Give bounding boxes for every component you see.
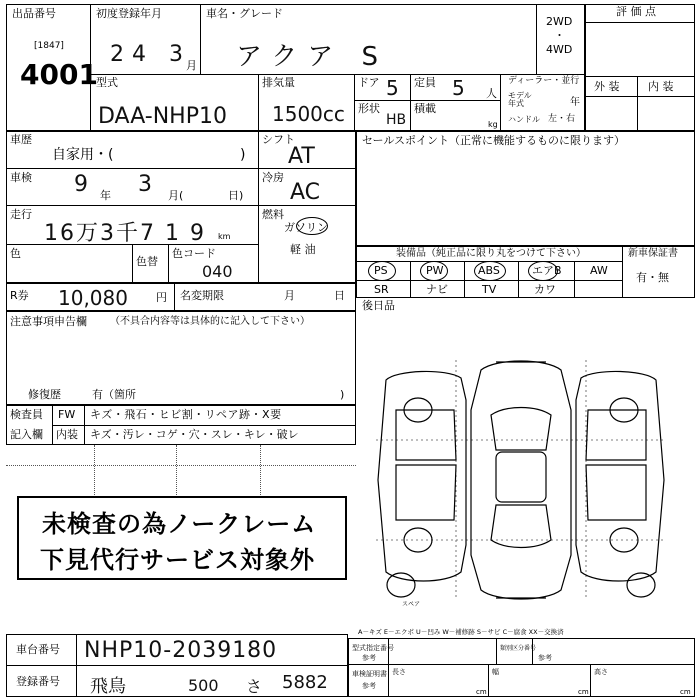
selling-label: セールスポイント（正常に機能するものに限ります） — [362, 134, 626, 147]
inspector-label1: 検査員 — [10, 408, 43, 421]
top-vsep-2 — [200, 4, 201, 74]
model-year-label1: モデル — [508, 91, 532, 100]
load-unit: kg — [488, 120, 498, 129]
shape-value: HB — [386, 112, 407, 128]
notice-line1: 未検査の為ノークレーム — [42, 510, 317, 538]
mileage-unit: km — [218, 232, 231, 241]
equip-aw: AW — [590, 264, 608, 277]
warranty-value: 有・無 — [636, 271, 669, 284]
model-label: 型式 — [96, 76, 118, 89]
chassis-value: NHP10-2039180 — [84, 638, 278, 663]
dims-label2: 参考 — [362, 682, 376, 690]
color-vsep-2 — [168, 244, 169, 283]
equip-col-2 — [464, 261, 465, 298]
cert-label2: 参考 — [362, 654, 376, 662]
notes-label: 注意事項申告欄 — [10, 315, 87, 328]
int-text: キズ・汚レ・コゲ・穴・スレ・キレ・破レ — [90, 428, 299, 441]
selling-block — [356, 131, 695, 246]
equip-col-1 — [410, 261, 411, 298]
model-value: DAA-NHP10 — [98, 104, 227, 129]
fw-text: キズ・飛石・ヒビ割・リペア跡・X要 — [90, 408, 282, 421]
dealer-label: ディーラー・並行 — [508, 76, 580, 86]
history-label: 車歴 — [10, 133, 32, 146]
cert-vsep-4 — [488, 664, 489, 697]
color-vsep-1 — [132, 244, 133, 283]
shift-value: AT — [288, 144, 315, 169]
cert-label1: 型式指定番号 — [352, 644, 394, 652]
doors-label: ドア — [358, 76, 380, 89]
grid-line-1 — [6, 465, 356, 466]
equip-airbag-circle — [528, 261, 558, 281]
inspector-hsep — [52, 425, 356, 426]
drive-dot: ・ — [554, 29, 565, 42]
later-label: 後日品 — [362, 299, 395, 312]
color-change-label: 色替 — [136, 255, 158, 268]
fuel-diesel: 軽 油 — [290, 243, 316, 256]
mileage-value: 16万3千7 1 9 — [44, 221, 206, 246]
inspection-month-value: 3 — [138, 172, 152, 197]
reg-number: 5882 — [282, 672, 328, 693]
tax-vsep — [174, 283, 175, 311]
first-reg-value: 24 3 — [110, 42, 191, 67]
capacity-unit: 人 — [486, 87, 497, 100]
load-label: 積載 — [414, 102, 436, 115]
name-label: 車名・グレード — [206, 7, 283, 20]
equip-ps: PS — [374, 264, 388, 277]
equip-navi: ナビ — [426, 283, 448, 296]
rating-label: 評 価 点 — [616, 5, 656, 18]
equip-vsep — [622, 246, 623, 298]
transfer-label: 名変期限 — [180, 289, 224, 302]
equip-pw: PW — [426, 264, 444, 277]
spare-label: スペア — [402, 601, 421, 608]
car-diagram — [356, 340, 686, 620]
notice-line2: 下見代行サービス対象外 — [40, 546, 315, 574]
hist-h2 — [6, 205, 356, 206]
transfer-day-unit: 日 — [334, 289, 345, 302]
top-vsep-3 — [536, 4, 537, 74]
cert-hsep — [348, 664, 695, 665]
color-code-value: 040 — [202, 262, 233, 281]
drive-4wd: 4WD — [546, 43, 573, 56]
length-label: 長さ — [392, 668, 406, 676]
equip-abs-circle — [474, 261, 506, 281]
fuel-circle — [296, 217, 328, 235]
top-hsep-1 — [90, 74, 584, 75]
grid-vline-1 — [94, 445, 95, 495]
notes-hint: （不具合内容等は具体的に記入して下さい） — [110, 316, 310, 327]
equip-pw-circle — [420, 261, 448, 281]
ac-value: AC — [290, 180, 321, 205]
footer-hsep — [6, 665, 348, 666]
inspector-vsep-1 — [52, 405, 53, 445]
equip-col-3 — [518, 261, 519, 298]
ac-label: 冷房 — [262, 171, 284, 184]
tax-label: R券 — [10, 289, 29, 302]
equip-tv: TV — [482, 283, 497, 296]
equip-leather: カワ — [534, 283, 556, 296]
repair-label: 修復歴 — [28, 388, 61, 401]
inspection-year-unit: 年 — [100, 189, 111, 202]
grid-vline-2 — [176, 445, 177, 495]
capacity-value: 5 — [452, 76, 465, 100]
fuel-label: 燃料 — [262, 208, 284, 221]
transfer-month-unit: 月 — [284, 289, 295, 302]
rating-divider2 — [584, 76, 695, 77]
fw-label: FW — [58, 408, 76, 421]
history-value: 自家用・( — [52, 147, 114, 163]
inspection-month-unit: 月( — [168, 189, 184, 202]
inspection-year-value: 9 — [74, 172, 88, 197]
equip-airbag: エアB — [532, 264, 562, 277]
equipment-label: 装備品（純正品に限り丸をつけて下さい） — [396, 248, 586, 259]
row2-vsep-2 — [354, 74, 355, 131]
doors-value: 5 — [386, 76, 399, 100]
row2-vsep-1 — [258, 74, 259, 131]
rating-divider — [584, 22, 695, 23]
rating-block — [584, 4, 695, 131]
handle-options: 左・右 — [548, 114, 576, 124]
width-label: 幅 — [492, 668, 499, 676]
grid-vline-3 — [260, 445, 261, 495]
lot-small: [1847] — [34, 41, 64, 51]
drive-2wd: 2WD — [546, 15, 573, 28]
interior-label: 内 装 — [648, 80, 674, 93]
tax-value: 10,080 — [58, 286, 128, 310]
lot-label: 出品番号 — [12, 7, 56, 20]
model-year-label2: 年式 — [508, 99, 524, 108]
int-label: 内装 — [56, 428, 78, 441]
lot-number: 4001 — [20, 58, 98, 91]
height-label: 高さ — [594, 668, 608, 676]
handle-label: ハンドル — [508, 115, 540, 124]
reg-area: 飛鳥 — [90, 676, 126, 697]
equip-col-4 — [574, 261, 575, 298]
displacement-value: 1500cc — [272, 102, 345, 126]
color-label: 色 — [10, 247, 21, 260]
color-code-label: 色コード — [172, 247, 216, 260]
rating-vdivider — [637, 76, 638, 131]
width-cm: cm — [578, 688, 589, 696]
row2-vsep-3 — [410, 74, 411, 131]
equip-ps-circle — [368, 261, 396, 281]
reg-class: 500 — [188, 676, 219, 695]
cert-vsep-5 — [590, 664, 591, 697]
cert-vsep-2 — [496, 638, 497, 664]
damage-legend: A－キズ E－エクボ U－凹み W－補修跡 S－サビ C－腐食 XX－交換済 — [358, 628, 564, 636]
inspection-day-unit: 日) — [228, 189, 244, 202]
chassis-label: 車台番号 — [16, 643, 60, 656]
mileage-label: 走行 — [10, 208, 32, 221]
rating-divider3 — [584, 96, 695, 97]
fuel-gas: ガソリン — [284, 221, 328, 234]
reg-label: 登録番号 — [16, 675, 60, 688]
height-cm: cm — [680, 688, 691, 696]
length-cm: cm — [476, 688, 487, 696]
equip-abs: ABS — [478, 264, 500, 277]
footer-vsep — [76, 634, 77, 697]
cert-label3: 類別区分番号 — [500, 645, 537, 652]
first-reg-label: 初度登録年月 — [96, 7, 162, 20]
repair-value: 有（箇所 — [92, 388, 136, 401]
dims-label1: 車検証明書 — [352, 670, 387, 678]
displacement-label: 排気量 — [262, 76, 295, 89]
row2-vsep-4 — [500, 74, 501, 131]
exterior-label: 外 装 — [594, 80, 620, 93]
name-value: アクア S — [236, 42, 388, 72]
first-reg-month-unit: 月 — [186, 59, 197, 72]
history-close: ) — [240, 147, 246, 163]
equip-sr: SR — [374, 283, 389, 296]
inspection-label: 車検 — [10, 171, 32, 184]
shift-label: シフト — [262, 133, 295, 146]
model-year-unit: 年 — [570, 97, 580, 108]
shape-label: 形状 — [358, 102, 380, 115]
inspector-label2: 記入欄 — [10, 428, 43, 441]
hist-vsep — [258, 131, 259, 283]
repair-close: ) — [340, 388, 345, 401]
cert-label3-ref: 参考 — [538, 654, 552, 662]
reg-kana: さ — [246, 677, 263, 696]
warranty-label: 新車保証書 — [628, 248, 678, 259]
tax-unit: 円 — [156, 291, 167, 304]
capacity-label: 定員 — [414, 76, 436, 89]
row2-hsep — [354, 100, 500, 101]
inspector-vsep-2 — [84, 405, 85, 445]
